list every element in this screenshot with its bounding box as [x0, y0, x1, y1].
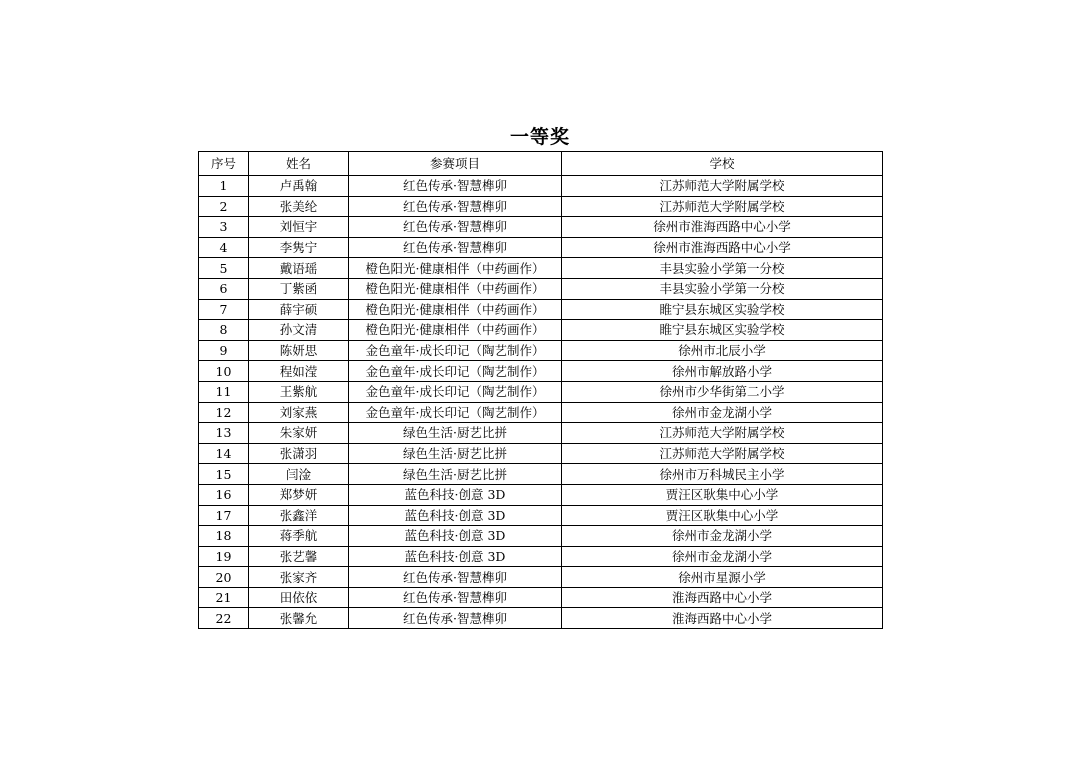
column-header-number: 序号: [199, 152, 249, 176]
student-name: 张美纶: [249, 196, 349, 217]
student-name: 陈妍思: [249, 340, 349, 361]
table-row: [199, 484, 883, 505]
row-number: 20: [199, 567, 249, 588]
row-number: 1: [199, 176, 249, 197]
row-number: 13: [199, 423, 249, 444]
row-number: 22: [199, 608, 249, 629]
student-name: 张家齐: [249, 567, 349, 588]
project-name: 红色传承·智慧榫卯: [349, 587, 562, 608]
table-row: [199, 505, 883, 526]
table-row: [199, 299, 883, 320]
project-name: 蓝色科技·创意 3D: [349, 484, 562, 505]
project-name: 金色童年·成长印记（陶艺制作）: [349, 361, 562, 382]
project-name: 蓝色科技·创意 3D: [349, 526, 562, 547]
school-name: 江苏师范大学附属学校: [562, 176, 883, 197]
student-name: 丁紫函: [249, 278, 349, 299]
row-number: 3: [199, 217, 249, 238]
table-row: [199, 258, 883, 279]
student-name: 卢禹翰: [249, 176, 349, 197]
student-name: 闫淦: [249, 464, 349, 485]
table-header-row: [199, 152, 883, 176]
row-number: 2: [199, 196, 249, 217]
student-name: 王紫航: [249, 381, 349, 402]
table-row: [199, 526, 883, 547]
school-name: 徐州市星源小学: [562, 567, 883, 588]
table-row: [199, 361, 883, 382]
row-number: 10: [199, 361, 249, 382]
table-row: [199, 320, 883, 341]
table-row: [199, 176, 883, 197]
table-row: [199, 196, 883, 217]
school-name: 徐州市万科城民主小学: [562, 464, 883, 485]
table-row: [199, 237, 883, 258]
row-number: 12: [199, 402, 249, 423]
project-name: 橙色阳光·健康相伴（中药画作）: [349, 258, 562, 279]
school-name: 徐州市北辰小学: [562, 340, 883, 361]
school-name: 睢宁县东城区实验学校: [562, 299, 883, 320]
row-number: 19: [199, 546, 249, 567]
table-row: [199, 587, 883, 608]
student-name: 田依依: [249, 587, 349, 608]
row-number: 18: [199, 526, 249, 547]
table-row: [199, 278, 883, 299]
school-name: 徐州市淮海西路中心小学: [562, 237, 883, 258]
student-name: 蒋季航: [249, 526, 349, 547]
project-name: 红色传承·智慧榫卯: [349, 237, 562, 258]
row-number: 17: [199, 505, 249, 526]
column-header-school: 学校: [562, 152, 883, 176]
project-name: 红色传承·智慧榫卯: [349, 196, 562, 217]
student-name: 薛宇硕: [249, 299, 349, 320]
table-row: [199, 567, 883, 588]
school-name: 徐州市金龙湖小学: [562, 402, 883, 423]
school-name: 徐州市解放路小学: [562, 361, 883, 382]
table-row: [199, 340, 883, 361]
school-name: 淮海西路中心小学: [562, 587, 883, 608]
student-name: 程如滢: [249, 361, 349, 382]
row-number: 8: [199, 320, 249, 341]
table-row: [199, 217, 883, 238]
school-name: 徐州市淮海西路中心小学: [562, 217, 883, 238]
student-name: 张艺馨: [249, 546, 349, 567]
student-name: 孙文清: [249, 320, 349, 341]
awards-table: [198, 151, 883, 629]
row-number: 9: [199, 340, 249, 361]
school-name: 淮海西路中心小学: [562, 608, 883, 629]
row-number: 7: [199, 299, 249, 320]
page-title: 一等奖: [509, 126, 570, 148]
table-row: [199, 443, 883, 464]
row-number: 6: [199, 278, 249, 299]
row-number: 15: [199, 464, 249, 485]
row-number: 16: [199, 484, 249, 505]
school-name: 睢宁县东城区实验学校: [562, 320, 883, 341]
project-name: 金色童年·成长印记（陶艺制作）: [349, 402, 562, 423]
project-name: 绿色生活·厨艺比拼: [349, 464, 562, 485]
school-name: 江苏师范大学附属学校: [562, 443, 883, 464]
school-name: 江苏师范大学附属学校: [562, 423, 883, 444]
project-name: 红色传承·智慧榫卯: [349, 567, 562, 588]
student-name: 刘家燕: [249, 402, 349, 423]
table-row: [199, 402, 883, 423]
student-name: 戴语瑶: [249, 258, 349, 279]
column-header-name: 姓名: [249, 152, 349, 176]
project-name: 橙色阳光·健康相伴（中药画作）: [349, 320, 562, 341]
table-row: [199, 423, 883, 444]
student-name: 张馨允: [249, 608, 349, 629]
row-number: 4: [199, 237, 249, 258]
project-name: 橙色阳光·健康相伴（中药画作）: [349, 299, 562, 320]
project-name: 金色童年·成长印记（陶艺制作）: [349, 381, 562, 402]
project-name: 红色传承·智慧榫卯: [349, 608, 562, 629]
school-name: 江苏师范大学附属学校: [562, 196, 883, 217]
project-name: 绿色生活·厨艺比拼: [349, 443, 562, 464]
table-row: [199, 381, 883, 402]
school-name: 徐州市金龙湖小学: [562, 526, 883, 547]
row-number: 5: [199, 258, 249, 279]
table-row: [199, 464, 883, 485]
table-row: [199, 546, 883, 567]
school-name: 贾汪区耿集中心小学: [562, 484, 883, 505]
table-row: [199, 608, 883, 629]
project-name: 红色传承·智慧榫卯: [349, 176, 562, 197]
project-name: 蓝色科技·创意 3D: [349, 505, 562, 526]
table-body: [199, 176, 883, 629]
student-name: 张潇羽: [249, 443, 349, 464]
project-name: 蓝色科技·创意 3D: [349, 546, 562, 567]
project-name: 红色传承·智慧榫卯: [349, 217, 562, 238]
school-name: 丰县实验小学第一分校: [562, 278, 883, 299]
row-number: 14: [199, 443, 249, 464]
student-name: 张鑫洋: [249, 505, 349, 526]
column-header-project: 参赛项目: [349, 152, 562, 176]
student-name: 朱家妍: [249, 423, 349, 444]
project-name: 绿色生活·厨艺比拼: [349, 423, 562, 444]
student-name: 刘恒宇: [249, 217, 349, 238]
school-name: 徐州市少华街第二小学: [562, 381, 883, 402]
project-name: 橙色阳光·健康相伴（中药画作）: [349, 278, 562, 299]
school-name: 贾汪区耿集中心小学: [562, 505, 883, 526]
student-name: 郑梦妍: [249, 484, 349, 505]
school-name: 丰县实验小学第一分校: [562, 258, 883, 279]
project-name: 金色童年·成长印记（陶艺制作）: [349, 340, 562, 361]
row-number: 21: [199, 587, 249, 608]
student-name: 李隽宁: [249, 237, 349, 258]
row-number: 11: [199, 381, 249, 402]
school-name: 徐州市金龙湖小学: [562, 546, 883, 567]
